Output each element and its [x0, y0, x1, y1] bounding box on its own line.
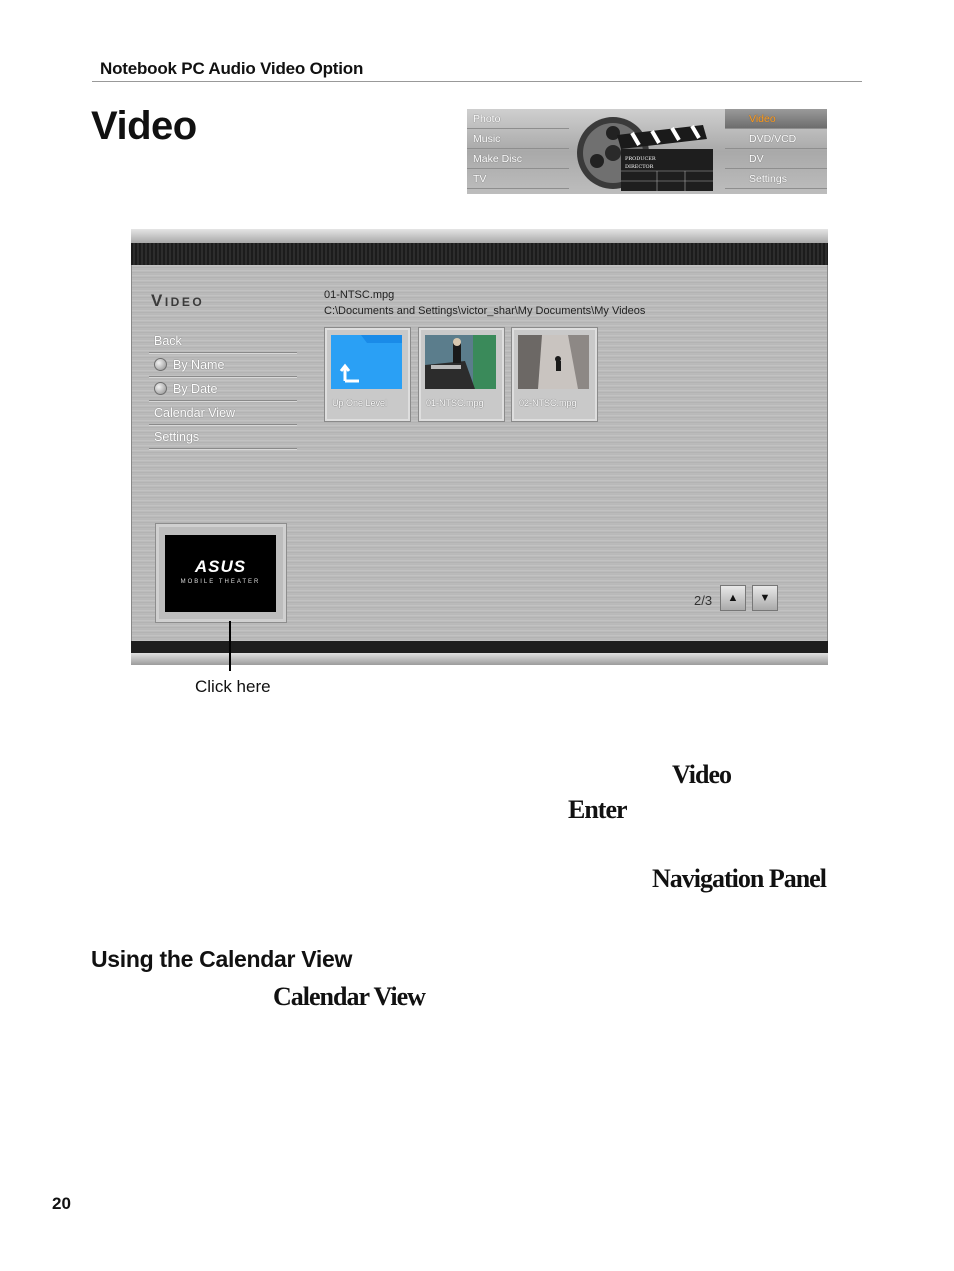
logo-preview-window[interactable] — [155, 523, 287, 623]
body-term-navigation-panel: Navigation Panel — [652, 864, 826, 893]
callout-line — [229, 621, 231, 671]
video-still-image — [518, 335, 589, 389]
thumbnail-caption: 01-NTSC.mpg — [426, 398, 484, 408]
radio-bullet-icon — [154, 382, 167, 395]
running-header: Notebook PC Audio Video Option — [100, 59, 364, 78]
nav-label: By Name — [173, 357, 225, 372]
logo-brand: ASUS — [194, 557, 247, 576]
video-app-window — [131, 229, 828, 665]
nav-label: By Date — [173, 381, 218, 396]
film-reel-clapper-icon — [577, 111, 717, 193]
logo-subtitle: MOBILE THEATER — [180, 579, 261, 585]
app-title: Video — [151, 291, 205, 310]
page-down-button[interactable] — [752, 585, 778, 611]
nav-back[interactable] — [149, 329, 297, 353]
mode-item-video[interactable]: Video — [725, 109, 827, 129]
mode-bar — [467, 109, 827, 194]
page-title: Video — [91, 104, 197, 148]
thumbnail-01-ntsc[interactable] — [418, 327, 505, 422]
folder-up-icon — [331, 335, 402, 389]
body-term-enter: Enter — [568, 795, 627, 824]
thumbnail-caption: 02-NTSC.mpg — [519, 398, 577, 408]
nav-by-name[interactable] — [149, 353, 297, 377]
video-still-image — [425, 335, 496, 389]
bottom-bezel-highlight — [131, 653, 828, 665]
thumbnail-up-one-level[interactable] — [324, 327, 411, 422]
mode-item-settings[interactable]: Settings — [725, 169, 827, 189]
mode-item-dv[interactable]: DV — [725, 149, 827, 169]
page-up-button[interactable] — [720, 585, 746, 611]
asus-logo — [165, 535, 276, 612]
mode-item-music[interactable]: Music — [467, 129, 569, 149]
thumbnail-02-ntsc[interactable] — [511, 327, 598, 422]
body-term-calendar-view: Calendar View — [273, 982, 425, 1011]
mode-item-tv[interactable]: TV — [467, 169, 569, 189]
clapper-text-1: PRODUCER — [625, 156, 656, 162]
current-folder-path: C:\Documents and Settings\victor_shar\My Documents\My Videos — [324, 305, 646, 317]
mode-bar-right-menu — [725, 109, 827, 194]
body-term-video: Video — [672, 760, 732, 789]
arrow-down-icon: ▼ — [759, 592, 771, 604]
selected-file-name: 01-NTSC.mpg — [324, 289, 395, 301]
mode-bar-left-menu — [467, 109, 569, 194]
arrow-up-icon: ▲ — [727, 592, 739, 604]
top-bezel-highlight — [131, 229, 828, 243]
mode-item-make-disc[interactable]: Make Disc — [467, 149, 569, 169]
mode-item-photo[interactable]: Photo — [467, 109, 569, 129]
mode-item-dvd-vcd[interactable]: DVD/VCD — [725, 129, 827, 149]
callout-label: Click here — [195, 677, 271, 696]
thumbnail-caption: Up One Level — [332, 398, 388, 408]
page-counter: 2/3 — [694, 593, 713, 608]
nav-calendar-view[interactable] — [149, 401, 297, 425]
header-rule — [92, 81, 862, 82]
clapper-text-2: DIRECTOR — [625, 164, 654, 170]
nav-by-date[interactable] — [149, 377, 297, 401]
nav-label: Calendar View — [154, 405, 236, 420]
top-bezel — [131, 243, 828, 265]
nav-settings[interactable] — [149, 425, 297, 449]
radio-bullet-icon — [154, 358, 167, 371]
navigation-panel — [149, 329, 297, 449]
nav-label: Settings — [154, 429, 200, 444]
section-heading: Using the Calendar View — [91, 946, 353, 972]
nav-label: Back — [154, 333, 182, 348]
page-number: 20 — [52, 1194, 71, 1213]
bottom-bezel — [131, 641, 828, 653]
